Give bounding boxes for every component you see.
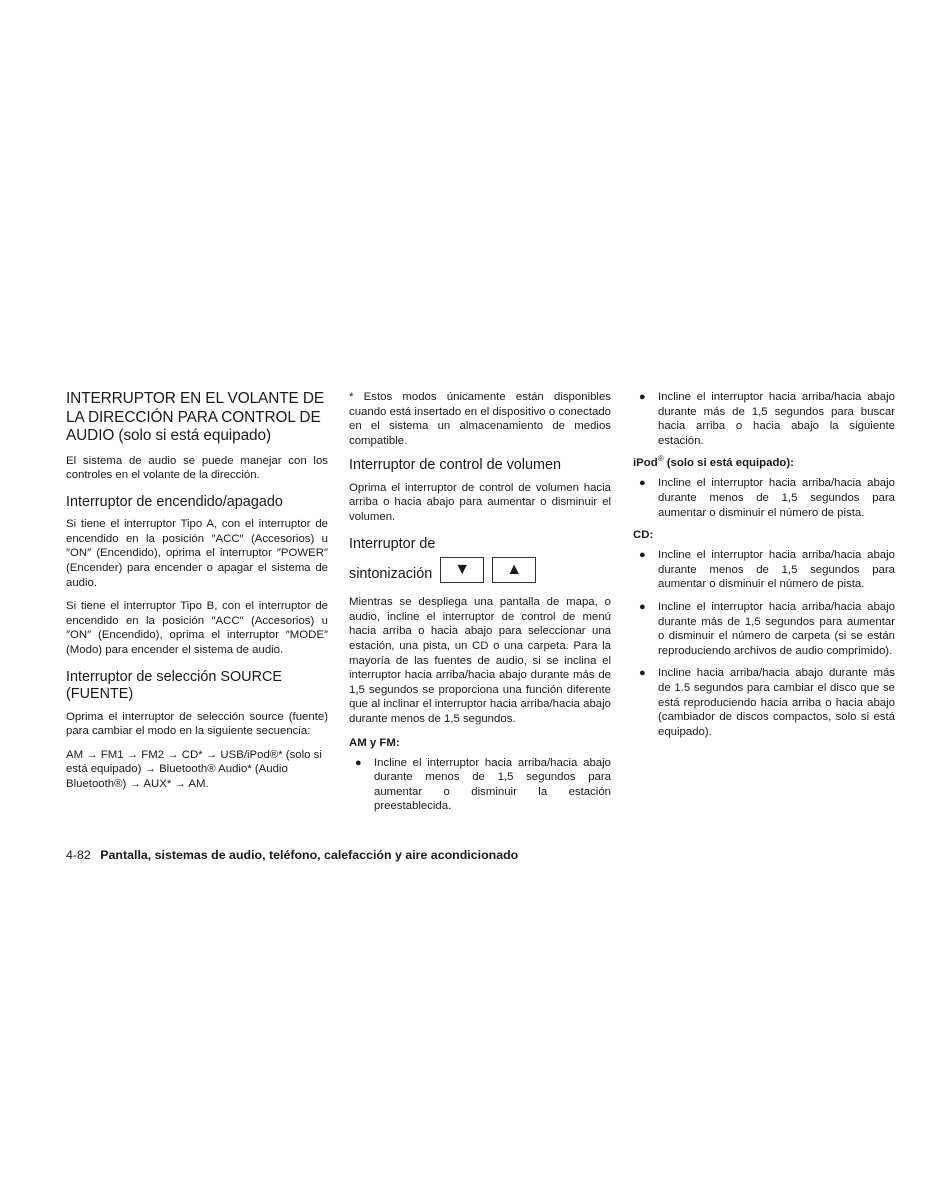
bullet-icon: ●	[639, 667, 646, 680]
column-right	[633, 390, 895, 747]
modes-note: * Estos modos únicamente están disponibles cuando está insertado en el dispositivo o conectado en el sistema un almacenamiento de medios compatible.	[349, 391, 611, 447]
page-number: 4-82	[66, 848, 91, 862]
tuning-down-key-icon	[440, 557, 484, 583]
source-sequence: AM → FM1 → FM2 → CD* → USB/iPod®* (solo si está equipado) → Bluetooth® Audio* (Audio Bluetooth®) → AUX* → AM.	[66, 748, 322, 790]
list-item: ● Incline el interruptor hacia arriba/hacia abajo durante más de 1,5 segundos para buscar hacia arriba o hacia abajo la siguiente estación.	[639, 391, 895, 447]
down-arrow-icon: ▼	[454, 561, 471, 579]
cd-heading: CD:	[633, 529, 654, 542]
cd-list	[633, 548, 895, 739]
source-paragraph: Oprima el interruptor de selección source (fuente) para cambiar el modo en la siguiente secuencia:	[66, 710, 328, 738]
section-heading-steering-audio: INTERRUPTOR EN EL VOLANTE DE LA DIRECCIÓN PARA CONTROL DE AUDIO (solo si está equipado)	[66, 390, 325, 444]
tuning-up-key-icon	[492, 557, 536, 583]
volume-paragraph: Oprima el interruptor de control de volumen hacia arriba o hacia abajo para aumentar o disminuir el volumen.	[349, 481, 611, 524]
tuning-paragraph: Mientras se despliega una pantalla de mapa, o audio, incline el interruptor de control de menú hacia arriba o hacia abajo para seleccionar una estación, una pista, un CD o una carpeta. Para la mayoría de las fuentes de audio, si se inclina el interruptor hacia arriba/hacia abajo durante más de 1,5 segundos se proporciona una función diferente que al inclinar el interruptor hacia arriba/hacia abajo durante menos de 1,5 segundos.	[349, 596, 611, 725]
am-fm-list-continued	[633, 390, 895, 448]
source-switch-heading: Interruptor de selección SOURCE (FUENTE)	[66, 668, 282, 703]
list-item: ● Incline el interruptor hacia arriba/hacia abajo durante más de 1,5 segundos para aumentar o disminuir el número de carpeta (si se están reproduciendo archivos de audio comprimido).	[639, 600, 895, 657]
bullet-icon: ●	[639, 549, 646, 562]
intro-paragraph: El sistema de audio se puede manejar con los controles en el volante de la dirección.	[66, 454, 328, 482]
list-item: ● Incline el interruptor hacia arriba/hacia abajo durante menos de 1,5 segundos para aumentar o disminuir el número de pista.	[639, 477, 895, 519]
power-type-a-paragraph: Si tiene el interruptor Tipo A, con el interruptor de encendido en la posición ″ACC″ (Accesorios) u ″ON″ (Encendido), oprima el interruptor ″POWER″ (Encender) para encender o apagar el sistema de audio.	[66, 518, 328, 589]
list-item: ● Incline hacia arriba/hacia abajo durante más de 1.5 segundos para cambiar el disco que se está reproduciendo hacia arriba o hacia abajo (cambiador de discos compactos, solo si está equipado).	[639, 667, 895, 738]
am-fm-list	[349, 756, 611, 814]
ipod-list	[633, 476, 895, 520]
ipod-heading: iPod® (solo si está equipado):	[633, 454, 794, 470]
column-left	[66, 390, 328, 801]
list-item: ● Incline el interruptor hacia arriba/hacia abajo durante menos de 1,5 segundos para aumentar o disminuir la estación preestablecida.	[355, 756, 611, 813]
bullet-icon: ●	[639, 600, 646, 613]
volume-switch-heading: Interruptor de control de volumen	[349, 457, 561, 474]
list-item: ● Incline el interruptor hacia arriba/hacia abajo durante menos de 1,5 segundos para aumentar o disminuir el número de pista.	[639, 549, 895, 591]
tuning-switch-heading-line1: Interruptor de	[349, 535, 436, 552]
up-arrow-icon: ▲	[506, 561, 523, 579]
am-fm-heading: AM y FM:	[349, 736, 400, 749]
bullet-icon: ●	[639, 477, 646, 490]
tuning-switch-heading-line2: sintonización	[349, 565, 433, 582]
power-type-b-paragraph: Si tiene el interruptor Tipo B, con el interruptor de encendido en la posición ″ACC″ (Accesorios) u ″ON″ (Encendido), oprima el interruptor ″MODE″ (Modo) para encender el sistema de audio.	[66, 600, 328, 656]
bullet-icon: ●	[355, 756, 362, 769]
chapter-title: Pantalla, sistemas de audio, teléfono, calefacción y aire acondicionado	[100, 848, 519, 862]
column-middle	[349, 390, 611, 822]
power-switch-heading: Interruptor de encendido/apagado	[66, 493, 283, 510]
bullet-icon: ●	[639, 391, 646, 403]
tuning-switch-heading-row	[349, 557, 611, 583]
page-footer	[66, 848, 518, 863]
